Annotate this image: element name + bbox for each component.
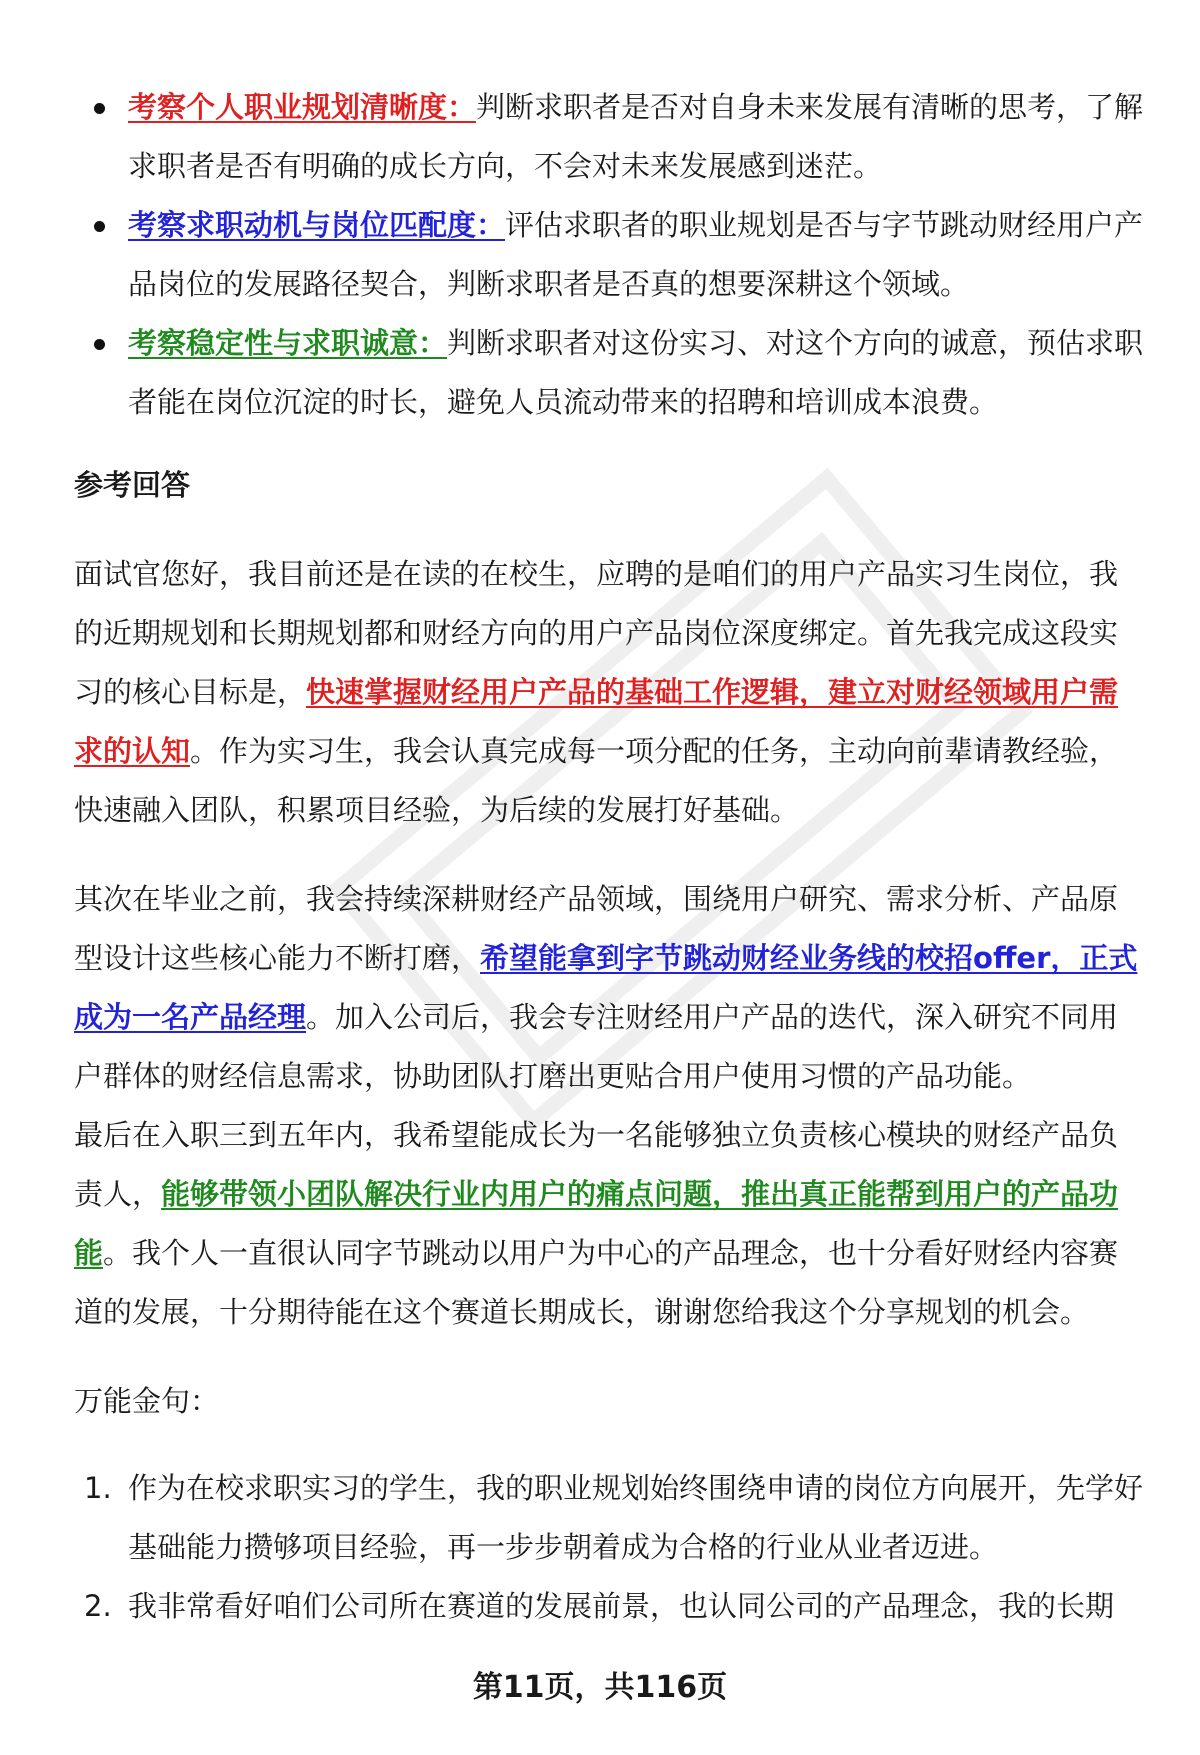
answer-paragraph-2 bbox=[74, 870, 1146, 1106]
bullet-title: 考察稳定性与求职诚意： bbox=[128, 326, 448, 360]
list-number: 1. bbox=[84, 1471, 112, 1505]
evaluation-points bbox=[74, 78, 1146, 432]
bullet-dot-icon bbox=[94, 103, 105, 114]
list-text: 作为在校求职实习的学生，我的职业规划始终围绕申请的岗位方向展开，先学好基础能力攒够项目经验，再一步步朝着成为合格的行业从业者迈进。 bbox=[128, 1471, 1144, 1564]
answer-paragraph-3 bbox=[74, 1106, 1146, 1342]
answer-highlight: 希望能拿到字节跳动财经业务线的校招offer，正式成为一名产品经理 bbox=[74, 941, 1138, 1034]
answer-text: 。加入公司后，我会专注财经用户产品的迭代，深入研究不同用户群体的财经信息需求，协助团队打磨出更贴合用户使用习惯的产品功能。 bbox=[74, 1000, 1119, 1093]
bullet-title: 考察求职动机与岗位匹配度： bbox=[128, 208, 506, 242]
bullet-title: 考察个人职业规划清晰度： bbox=[128, 90, 477, 124]
answer-text: 。我个人一直很认同字节跳动以用户为中心的产品理念，也十分看好财经内容赛道的发展，十分期待能在这个赛道长期成长，谢谢您给我这个分享规划的机会。 bbox=[74, 1236, 1119, 1329]
answer-paragraph-1 bbox=[74, 545, 1146, 840]
answer-text: 面试官您好，我目前还是在读的在校生，应聘的是咱们的用户产品实习生岗位，我的近期规划和长期规划都和财经方向的用户产品岗位深度绑定。首先我完成这段实习的核心目标是， bbox=[74, 557, 1119, 709]
bullet-dot-icon bbox=[94, 221, 105, 232]
bullet-text: 评估求职者的职业规划是否与字节跳动财经用户产品岗位的发展路径契合，判断求职者是否真的想要深耕这个领域。 bbox=[128, 208, 1144, 301]
bullet-item bbox=[74, 196, 1146, 314]
reference-answer-heading: 参考回答 bbox=[74, 468, 191, 502]
bullet-item bbox=[74, 314, 1146, 432]
bullet-item bbox=[74, 78, 1146, 196]
list-item bbox=[74, 1577, 1146, 1636]
list-item bbox=[74, 1459, 1146, 1577]
bullet-text: 判断求职者是否对自身未来发展有清晰的思考，了解求职者是否有明确的成长方向，不会对未来发展感到迷茫。 bbox=[128, 90, 1144, 183]
golden-sentences-list bbox=[74, 1459, 1146, 1636]
answer-text: 。作为实习生，我会认真完成每一项分配的任务，主动向前辈请教经验，快速融入团队，积累项目经验，为后续的发展打好基础。 bbox=[74, 734, 1119, 827]
page-number-footer: 第11页，共116页 bbox=[472, 1670, 728, 1705]
answer-highlight: 快速掌握财经用户产品的基础工作逻辑，建立对财经领域用户需求的认知 bbox=[74, 675, 1119, 768]
list-text: 我非常看好咱们公司所在赛道的发展前景，也认同公司的产品理念，我的长期 bbox=[128, 1589, 1115, 1623]
list-number: 2. bbox=[84, 1589, 112, 1623]
answer-highlight: 能够带领小团队解决行业内用户的痛点问题，推出真正能帮到用户的产品功能 bbox=[74, 1177, 1119, 1270]
bullet-dot-icon bbox=[94, 339, 105, 350]
bullet-text: 判断求职者对这份实习、对这个方向的诚意，预估求职者能在岗位沉淀的时长，避免人员流动带来的招聘和培训成本浪费。 bbox=[128, 326, 1144, 419]
answer-text: 最后在入职三到五年内，我希望能成长为一名能够独立负责核心模块的财经产品负责人， bbox=[74, 1118, 1119, 1211]
golden-sentences-label: 万能金句： bbox=[74, 1384, 220, 1418]
answer-text: 其次在毕业之前，我会持续深耕财经产品领域，围绕用户研究、需求分析、产品原型设计这些核心能力不断打磨， bbox=[74, 882, 1119, 975]
page-content bbox=[74, 78, 1146, 1636]
